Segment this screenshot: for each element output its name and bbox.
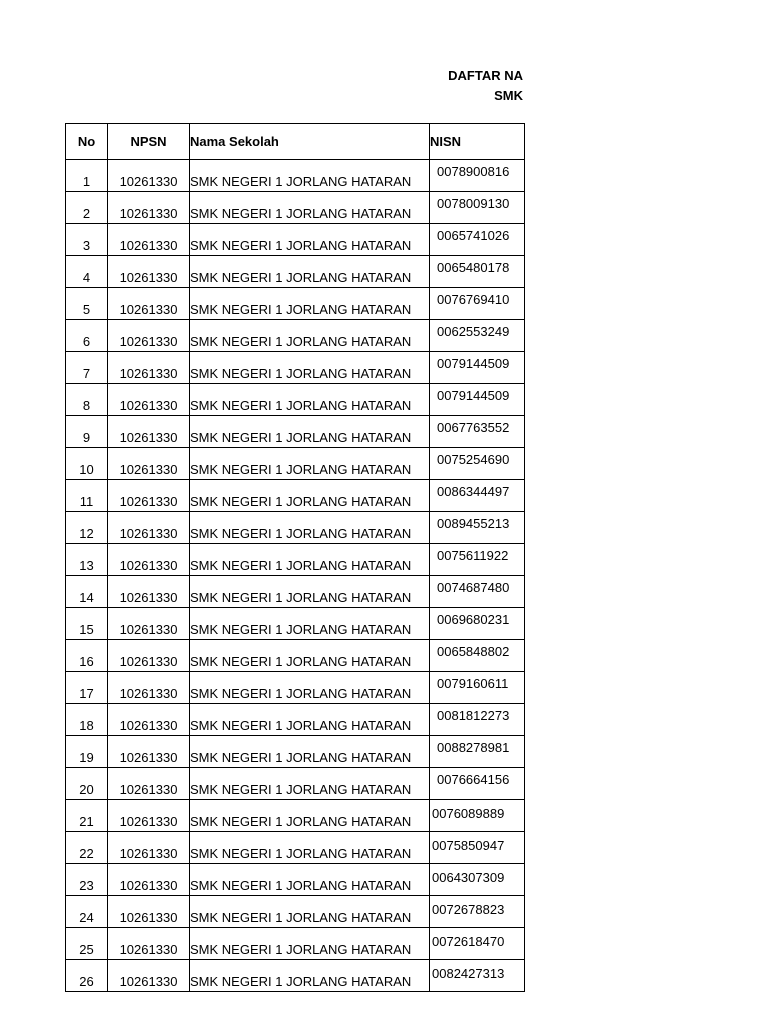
cell-nisn xyxy=(430,608,525,640)
cell-nisn xyxy=(430,288,525,320)
header-no: No xyxy=(66,124,108,160)
table-row xyxy=(66,864,525,896)
cell-no: 22 xyxy=(66,832,108,864)
cell-npsn: 10261330 xyxy=(108,352,190,384)
cell-nama-sekolah: SMK NEGERI 1 JORLANG HATARAN xyxy=(190,544,430,576)
cell-nama-sekolah: SMK NEGERI 1 JORLANG HATARAN xyxy=(190,576,430,608)
cell-nisn-value: 0078900816 xyxy=(437,164,510,179)
cell-nama-sekolah: SMK NEGERI 1 JORLANG HATARAN xyxy=(190,224,430,256)
cell-nisn xyxy=(430,224,525,256)
cell-nisn xyxy=(430,832,525,864)
cell-no: 19 xyxy=(66,736,108,768)
cell-nama-sekolah: SMK NEGERI 1 JORLANG HATARAN xyxy=(190,672,430,704)
cell-npsn: 10261330 xyxy=(108,544,190,576)
cell-nisn-value: 0065480178 xyxy=(437,260,510,275)
cell-no: 16 xyxy=(66,640,108,672)
cell-nisn xyxy=(430,960,525,992)
cell-npsn: 10261330 xyxy=(108,384,190,416)
cell-nama-sekolah: SMK NEGERI 1 JORLANG HATARAN xyxy=(190,320,430,352)
cell-nisn-value: 0075254690 xyxy=(437,452,510,467)
cell-nama-sekolah: SMK NEGERI 1 JORLANG HATARAN xyxy=(190,512,430,544)
table-row xyxy=(66,448,525,480)
cell-nisn-value: 0062553249 xyxy=(437,324,510,339)
cell-no: 9 xyxy=(66,416,108,448)
cell-no: 13 xyxy=(66,544,108,576)
cell-no: 15 xyxy=(66,608,108,640)
cell-no: 25 xyxy=(66,928,108,960)
cell-nama-sekolah: SMK NEGERI 1 JORLANG HATARAN xyxy=(190,352,430,384)
cell-nisn xyxy=(430,256,525,288)
cell-no: 17 xyxy=(66,672,108,704)
cell-nisn xyxy=(430,576,525,608)
cell-nisn-value: 0074687480 xyxy=(437,580,510,595)
header-nama-sekolah: Nama Sekolah xyxy=(190,124,430,160)
cell-no: 4 xyxy=(66,256,108,288)
cell-npsn: 10261330 xyxy=(108,512,190,544)
cell-npsn: 10261330 xyxy=(108,192,190,224)
cell-nisn xyxy=(430,672,525,704)
cell-nisn xyxy=(430,736,525,768)
document-title-line-2: SMK xyxy=(494,88,523,103)
cell-no: 8 xyxy=(66,384,108,416)
cell-nisn-value: 0079144509 xyxy=(437,356,510,371)
cell-no: 1 xyxy=(66,160,108,192)
cell-npsn: 10261330 xyxy=(108,704,190,736)
cell-nama-sekolah: SMK NEGERI 1 JORLANG HATARAN xyxy=(190,384,430,416)
cell-npsn: 10261330 xyxy=(108,768,190,800)
table-row xyxy=(66,640,525,672)
cell-npsn: 10261330 xyxy=(108,928,190,960)
cell-npsn: 10261330 xyxy=(108,448,190,480)
cell-no: 11 xyxy=(66,480,108,512)
cell-no: 14 xyxy=(66,576,108,608)
cell-no: 23 xyxy=(66,864,108,896)
table-row xyxy=(66,224,525,256)
cell-no: 7 xyxy=(66,352,108,384)
cell-nisn xyxy=(430,416,525,448)
cell-nisn xyxy=(430,800,525,832)
cell-nisn xyxy=(430,640,525,672)
cell-nama-sekolah: SMK NEGERI 1 JORLANG HATARAN xyxy=(190,928,430,960)
cell-nisn xyxy=(430,896,525,928)
cell-nama-sekolah: SMK NEGERI 1 JORLANG HATARAN xyxy=(190,448,430,480)
cell-nama-sekolah: SMK NEGERI 1 JORLANG HATARAN xyxy=(190,480,430,512)
cell-nisn-value: 0079144509 xyxy=(437,388,510,403)
cell-nama-sekolah: SMK NEGERI 1 JORLANG HATARAN xyxy=(190,736,430,768)
cell-nisn xyxy=(430,352,525,384)
cell-npsn: 10261330 xyxy=(108,416,190,448)
cell-no: 26 xyxy=(66,960,108,992)
cell-nisn xyxy=(430,512,525,544)
cell-nisn-value: 0069680231 xyxy=(437,612,510,627)
cell-nisn xyxy=(430,704,525,736)
cell-npsn: 10261330 xyxy=(108,320,190,352)
cell-npsn: 10261330 xyxy=(108,864,190,896)
cell-npsn: 10261330 xyxy=(108,896,190,928)
cell-nisn xyxy=(430,160,525,192)
cell-nisn-value: 0088278981 xyxy=(437,740,510,755)
cell-nisn-value: 0076089889 xyxy=(432,806,505,821)
cell-npsn: 10261330 xyxy=(108,736,190,768)
cell-nama-sekolah: SMK NEGERI 1 JORLANG HATARAN xyxy=(190,640,430,672)
cell-nisn xyxy=(430,928,525,960)
cell-npsn: 10261330 xyxy=(108,640,190,672)
cell-no: 10 xyxy=(66,448,108,480)
table-row xyxy=(66,320,525,352)
cell-npsn: 10261330 xyxy=(108,672,190,704)
cell-nama-sekolah: SMK NEGERI 1 JORLANG HATARAN xyxy=(190,768,430,800)
cell-nama-sekolah: SMK NEGERI 1 JORLANG HATARAN xyxy=(190,192,430,224)
table-row xyxy=(66,288,525,320)
cell-nisn-value: 0076769410 xyxy=(437,292,510,307)
cell-no: 2 xyxy=(66,192,108,224)
cell-nama-sekolah: SMK NEGERI 1 JORLANG HATARAN xyxy=(190,832,430,864)
cell-npsn: 10261330 xyxy=(108,800,190,832)
cell-nisn-value: 0086344497 xyxy=(437,484,510,499)
table-row xyxy=(66,960,525,992)
cell-nisn xyxy=(430,544,525,576)
table-row xyxy=(66,672,525,704)
table-row xyxy=(66,736,525,768)
table-row xyxy=(66,384,525,416)
table-row xyxy=(66,704,525,736)
table-row xyxy=(66,416,525,448)
cell-no: 12 xyxy=(66,512,108,544)
cell-npsn: 10261330 xyxy=(108,832,190,864)
document-title-line-1: DAFTAR NA xyxy=(448,68,523,83)
cell-npsn: 10261330 xyxy=(108,608,190,640)
cell-nama-sekolah: SMK NEGERI 1 JORLANG HATARAN xyxy=(190,864,430,896)
cell-nama-sekolah: SMK NEGERI 1 JORLANG HATARAN xyxy=(190,160,430,192)
cell-nisn xyxy=(430,864,525,896)
table-header-row xyxy=(66,124,525,160)
cell-nisn-value: 0072678823 xyxy=(432,902,505,917)
header-npsn: NPSN xyxy=(108,124,190,160)
cell-no: 24 xyxy=(66,896,108,928)
table-row xyxy=(66,352,525,384)
cell-nisn xyxy=(430,320,525,352)
cell-npsn: 10261330 xyxy=(108,224,190,256)
cell-nisn-value: 0082427313 xyxy=(432,966,505,981)
table-row xyxy=(66,928,525,960)
cell-nama-sekolah: SMK NEGERI 1 JORLANG HATARAN xyxy=(190,800,430,832)
cell-nisn xyxy=(430,480,525,512)
cell-nisn-value: 0067763552 xyxy=(437,420,510,435)
cell-npsn: 10261330 xyxy=(108,480,190,512)
cell-nisn-value: 0089455213 xyxy=(437,516,510,531)
cell-nisn-value: 0075611922 xyxy=(437,548,509,563)
cell-nama-sekolah: SMK NEGERI 1 JORLANG HATARAN xyxy=(190,608,430,640)
table-row xyxy=(66,832,525,864)
cell-no: 5 xyxy=(66,288,108,320)
cell-no: 6 xyxy=(66,320,108,352)
cell-nisn-value: 0079160611 xyxy=(437,676,509,691)
cell-npsn: 10261330 xyxy=(108,256,190,288)
table-body xyxy=(66,160,525,992)
cell-no: 18 xyxy=(66,704,108,736)
table-row xyxy=(66,512,525,544)
table-row xyxy=(66,544,525,576)
table-row xyxy=(66,192,525,224)
table-row xyxy=(66,160,525,192)
cell-npsn: 10261330 xyxy=(108,288,190,320)
cell-nisn-value: 0078009130 xyxy=(437,196,510,211)
cell-nisn-value: 0064307309 xyxy=(432,870,505,885)
cell-npsn: 10261330 xyxy=(108,160,190,192)
cell-nama-sekolah: SMK NEGERI 1 JORLANG HATARAN xyxy=(190,896,430,928)
cell-nama-sekolah: SMK NEGERI 1 JORLANG HATARAN xyxy=(190,416,430,448)
cell-nisn-value: 0065741026 xyxy=(437,228,510,243)
table-row xyxy=(66,608,525,640)
cell-nisn-value: 0072618470 xyxy=(432,934,505,949)
cell-no: 21 xyxy=(66,800,108,832)
cell-no: 20 xyxy=(66,768,108,800)
table-row xyxy=(66,800,525,832)
cell-npsn: 10261330 xyxy=(108,576,190,608)
cell-nama-sekolah: SMK NEGERI 1 JORLANG HATARAN xyxy=(190,288,430,320)
cell-nisn xyxy=(430,384,525,416)
table-row xyxy=(66,256,525,288)
table-row xyxy=(66,896,525,928)
cell-nisn-value: 0081812273 xyxy=(437,708,510,723)
cell-no: 3 xyxy=(66,224,108,256)
cell-nisn xyxy=(430,448,525,480)
table-row xyxy=(66,576,525,608)
cell-npsn: 10261330 xyxy=(108,960,190,992)
table-row xyxy=(66,480,525,512)
student-table xyxy=(65,123,525,992)
cell-nama-sekolah: SMK NEGERI 1 JORLANG HATARAN xyxy=(190,960,430,992)
cell-nisn-value: 0065848802 xyxy=(437,644,510,659)
cell-nisn-value: 0075850947 xyxy=(432,838,505,853)
cell-nisn xyxy=(430,192,525,224)
cell-nisn xyxy=(430,768,525,800)
header-nisn: NISN xyxy=(430,124,525,160)
table-row xyxy=(66,768,525,800)
cell-nama-sekolah: SMK NEGERI 1 JORLANG HATARAN xyxy=(190,256,430,288)
cell-nisn-value: 0076664156 xyxy=(437,772,510,787)
cell-nama-sekolah: SMK NEGERI 1 JORLANG HATARAN xyxy=(190,704,430,736)
